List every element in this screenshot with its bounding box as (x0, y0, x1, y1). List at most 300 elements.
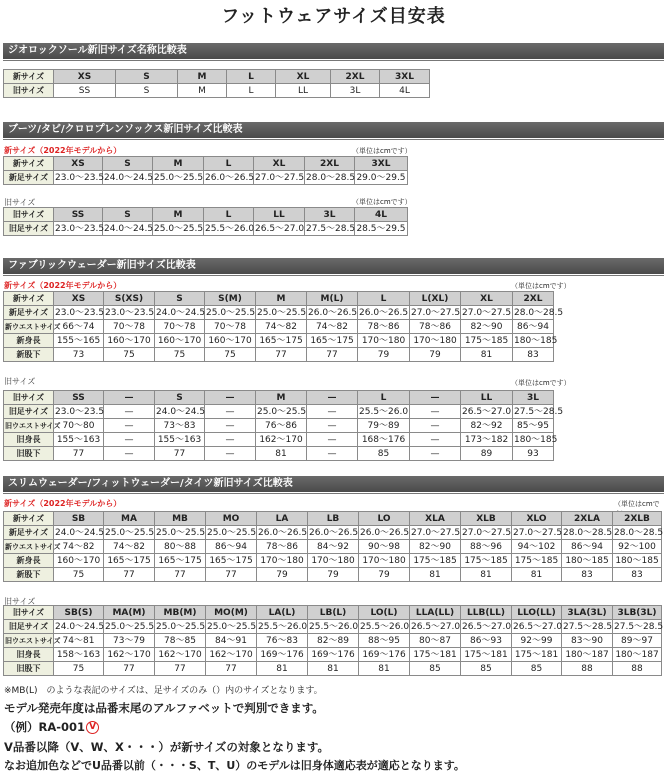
table-cell: 28.5～29.5 (356, 223, 406, 234)
table-row (4, 526, 662, 540)
table-cell: 165～175 (104, 554, 155, 568)
fabric-unit-note-new: （単位はcmです） (511, 282, 571, 290)
table-cell: 23.0～23.5 (55, 223, 105, 234)
table-cell: 175～181 (512, 648, 562, 662)
table-cell: 25.0～25.5 (207, 621, 257, 632)
table-cell: 76～86 (256, 419, 307, 433)
table-cell: 27.5～28.5 (306, 223, 356, 234)
table-cell: 27.0～27.5 (411, 307, 461, 318)
page-title: フットウェアサイズ目安表 (221, 6, 446, 27)
fabric-new-size-table (3, 291, 564, 362)
table-cell: 170～180 (358, 334, 410, 348)
table-cell: 89 (461, 447, 513, 461)
table-cell: 2XL (513, 292, 554, 306)
table-cell: 25.5～26.0 (309, 621, 359, 632)
table-cell: 70～78 (155, 320, 205, 334)
table-cell: LO (359, 512, 410, 526)
table-cell: 25.5～26.0 (258, 621, 308, 632)
table-cell: 155～163 (54, 433, 104, 447)
table-cell: LLO(LL) (512, 606, 562, 620)
table-cell: 2XL (305, 157, 355, 171)
table-cell: — (205, 391, 256, 405)
table-cell: 160～170 (205, 334, 256, 348)
table-cell: 27.0～27.5 (411, 527, 461, 538)
table-cell: 73～79 (104, 634, 155, 648)
table-cell: 3L (305, 208, 355, 222)
table-cell: 77 (104, 568, 155, 582)
row-label: 旧股下 (4, 662, 54, 676)
table-cell: 25.0～25.5 (154, 172, 204, 183)
table-cell: LL (276, 84, 331, 98)
table-cell: L (358, 391, 410, 405)
table-cell: — (104, 447, 155, 461)
table-cell: 77 (206, 568, 257, 582)
table-cell: 81 (410, 568, 461, 582)
table-cell: 25.0～25.5 (154, 223, 204, 234)
table-cell: — (205, 433, 256, 447)
row-label: 新サイズ (4, 512, 54, 526)
table-cell: 25.0～25.5 (156, 621, 206, 632)
table-cell: S(M) (205, 292, 256, 306)
table-cell: MA(M) (104, 606, 155, 620)
table-cell: 24.0～24.5 (55, 527, 105, 538)
table-cell: 85 (461, 662, 512, 676)
table-cell: 180～185 (613, 554, 662, 568)
size-header-row (4, 391, 554, 405)
table-cell: 175～185 (461, 554, 512, 568)
table-cell: 165～175 (307, 334, 358, 348)
table-row (4, 84, 430, 98)
table-cell: 175～185 (410, 554, 461, 568)
table-cell: XS (54, 70, 116, 84)
table-cell: MO (206, 512, 257, 526)
table-cell: 77 (104, 662, 155, 676)
table-cell: 83 (613, 568, 662, 582)
table-cell: LA (257, 512, 308, 526)
table-cell: 169～176 (359, 648, 410, 662)
row-label: 新足サイズ (4, 526, 54, 540)
table-cell: 24.0～24.5 (55, 621, 105, 632)
table-cell: MB (155, 512, 206, 526)
table-cell: 77 (206, 662, 257, 676)
table-cell: SS (54, 84, 116, 98)
table-cell: 25.0～25.5 (156, 527, 206, 538)
table-cell: 89～97 (613, 634, 662, 648)
table-cell: 82～92 (461, 419, 513, 433)
table-cell: 25.0～25.5 (257, 307, 307, 318)
table-cell: 78～86 (257, 540, 308, 554)
table-row (4, 433, 554, 447)
boots-unit-note-old: （単位はcmです） (352, 198, 412, 206)
table-cell: 180～187 (562, 648, 613, 662)
table-row (4, 306, 554, 320)
table-cell: 77 (155, 662, 206, 676)
size-header-row (4, 606, 662, 620)
table-cell: 25.0～25.5 (207, 527, 257, 538)
table-cell: 173～182 (461, 433, 513, 447)
table-cell: 83 (513, 348, 554, 362)
table-cell: 90～98 (359, 540, 410, 554)
table-cell: 155～163 (155, 433, 205, 447)
table-cell: 84～92 (308, 540, 359, 554)
table-cell: — (410, 405, 461, 419)
table-cell: 25.0～25.5 (105, 621, 155, 632)
table-cell: 77 (307, 348, 358, 362)
row-label: 新身長 (4, 554, 54, 568)
slim-new-size-table (3, 511, 662, 582)
table-cell: SS (54, 208, 103, 222)
table-cell: 81 (461, 348, 513, 362)
table-cell: — (104, 419, 155, 433)
table-cell: — (307, 419, 358, 433)
table-cell: — (410, 419, 461, 433)
table-cell: 2XL (331, 70, 380, 84)
table-cell: 25.0～25.5 (257, 406, 307, 417)
table-cell: 175～185 (461, 334, 513, 348)
table-cell: S (103, 157, 153, 171)
table-cell: S (116, 70, 178, 84)
row-label: 旧股下 (4, 447, 54, 461)
section-header-fabric-wader: ファブリックウェーダー新旧サイズ比較表 (3, 258, 664, 274)
table-cell: 25.0～25.5 (206, 307, 256, 318)
table-cell: 86～94 (562, 540, 613, 554)
table-cell: 3XL (380, 70, 430, 84)
table-row (4, 447, 554, 461)
table-cell: 28.0～28.5 (563, 527, 613, 538)
size-header-row (4, 292, 554, 306)
table-cell: 25.5～26.0 (359, 406, 409, 417)
table-cell: 26.5～27.0 (462, 406, 512, 417)
table-cell: L (204, 208, 254, 222)
table-cell: 80～88 (155, 540, 206, 554)
table-cell: 26.0～26.5 (308, 307, 358, 318)
table-cell: 86～93 (461, 634, 512, 648)
table-row (4, 320, 554, 334)
table-cell: 25.5～26.0 (205, 223, 255, 234)
table-cell: 81 (359, 662, 410, 676)
table-cell: — (307, 391, 358, 405)
table-cell: M (153, 157, 204, 171)
boots-old-size-label: 旧サイズ (4, 198, 36, 207)
table-cell: 75 (205, 348, 256, 362)
table-cell: 23.0～23.5 (55, 307, 105, 318)
table-cell: 180～185 (514, 434, 558, 445)
table-cell: 24.0～24.5 (156, 406, 206, 417)
table-cell: 70～80 (54, 419, 104, 433)
table-cell: 24.0～24.5 (156, 307, 206, 318)
table-cell: — (205, 447, 256, 461)
new-size-target-note: V品番以降（V、W、X・・・）が新サイズの対象となります。 (4, 740, 330, 754)
table-cell: 23.0～23.5 (55, 406, 105, 417)
table-cell: 27.0～27.5 (255, 172, 305, 183)
row-label: 旧サイズ (4, 391, 54, 405)
boots-new-size-table (3, 156, 408, 185)
example-model-code (4, 719, 99, 735)
row-label: 新足サイズ (4, 171, 54, 185)
table-cell: 3LB(3L) (613, 606, 662, 620)
table-cell: 25.5～26.0 (360, 621, 410, 632)
row-label: 新股下 (4, 348, 54, 362)
table-cell: LB(L) (308, 606, 359, 620)
table-cell: 79 (359, 568, 410, 582)
table-cell: 85 (358, 447, 410, 461)
section-header-slim-wader: スリムウェーダー/フィットウェーダー/タイツ新旧サイズ比較表 (3, 476, 664, 492)
slim-old-size-table (3, 605, 662, 676)
table-cell: L (227, 84, 276, 98)
table-cell: 82～90 (461, 320, 513, 334)
table-cell: 23.0～23.5 (105, 307, 155, 318)
table-cell: 180～185 (562, 554, 613, 568)
row-label: 旧サイズ (4, 606, 54, 620)
table-cell: M (153, 208, 204, 222)
table-row (4, 348, 554, 362)
table-cell: 74～82 (256, 320, 307, 334)
size-header-row (4, 157, 408, 171)
table-cell: 73～83 (155, 419, 205, 433)
slim-unit-note-new: （単位はcmで (614, 500, 660, 508)
table-cell: LB (308, 512, 359, 526)
table-row (4, 334, 554, 348)
table-cell: 75 (54, 662, 104, 676)
table-cell: — (410, 447, 461, 461)
table-cell: 73 (54, 348, 104, 362)
boots-old-size-table (3, 207, 408, 236)
table-cell: 160～170 (104, 334, 155, 348)
table-cell: M (256, 292, 307, 306)
table-cell: 66～74 (54, 320, 104, 334)
table-cell: 79 (308, 568, 359, 582)
table-cell: — (205, 405, 256, 419)
row-label: 旧足サイズ (4, 222, 54, 236)
table-cell: 79 (358, 348, 410, 362)
table-cell: 4L (380, 84, 430, 98)
table-cell: SB(S) (54, 606, 104, 620)
table-cell: LLA(LL) (410, 606, 461, 620)
table-cell: — (410, 391, 461, 405)
table-cell: 76～83 (257, 634, 308, 648)
table-cell: 29.0～29.5 (356, 172, 406, 183)
table-cell: 165～175 (206, 554, 257, 568)
table-cell: 3LA(3L) (562, 606, 613, 620)
row-label: 新ウエストサイズ (4, 320, 54, 334)
row-label: 新身長 (4, 334, 54, 348)
table-cell: 26.0～26.5 (360, 527, 410, 538)
table-cell: 169～176 (308, 648, 359, 662)
table-cell: 81 (461, 568, 512, 582)
table-cell: 26.5～27.0 (462, 621, 512, 632)
table-cell: LLB(LL) (461, 606, 512, 620)
row-label: 旧ウエストサイズ (4, 634, 54, 648)
table-cell: L (358, 292, 410, 306)
table-cell: 26.5～27.0 (255, 223, 305, 234)
table-cell: MB(M) (155, 606, 206, 620)
table-cell: 26.0～26.5 (205, 172, 255, 183)
geolock-size-table (3, 69, 430, 98)
table-cell: — (410, 433, 461, 447)
table-cell: L(XL) (410, 292, 461, 306)
size-header-row (4, 70, 430, 84)
table-cell: XLB (461, 512, 512, 526)
table-cell: 75 (155, 348, 205, 362)
table-cell: 23.0～23.5 (55, 172, 105, 183)
row-label: 旧身長 (4, 433, 54, 447)
table-cell: SS (54, 391, 104, 405)
row-label: 旧サイズ (4, 208, 54, 222)
table-cell: — (205, 419, 256, 433)
table-cell: 26.0～26.5 (258, 527, 308, 538)
table-cell: 88 (562, 662, 613, 676)
table-cell: 27.0～27.5 (462, 527, 512, 538)
table-cell: M (178, 70, 227, 84)
table-cell: 83 (562, 568, 613, 582)
table-row (4, 634, 662, 648)
table-row (4, 568, 662, 582)
table-cell: 26.0～26.5 (309, 527, 359, 538)
table-cell: 28.0～28.5 (514, 307, 564, 318)
table-cell: 88～96 (461, 540, 512, 554)
table-cell: — (104, 405, 155, 419)
table-cell: — (104, 433, 155, 447)
table-cell: S(XS) (104, 292, 155, 306)
table-row (4, 662, 662, 676)
table-cell: 2XLA (562, 512, 613, 526)
row-label: 新サイズ (4, 70, 54, 84)
table-cell: 81 (512, 568, 562, 582)
table-cell: M(L) (307, 292, 358, 306)
table-cell: 74～82 (307, 320, 358, 334)
table-cell: 92～99 (512, 634, 562, 648)
row-label: 旧身長 (4, 648, 54, 662)
table-cell: M (178, 84, 227, 98)
table-cell: 79 (410, 348, 461, 362)
table-cell: 84～91 (206, 634, 257, 648)
slim-new-size-label: 新サイズ（2022年モデルから） (4, 499, 122, 508)
table-cell: 74～81 (54, 634, 104, 648)
table-cell: 77 (54, 447, 104, 461)
table-cell: — (307, 405, 358, 419)
table-row (4, 554, 662, 568)
fabric-unit-note-old: （単位はcmです） (511, 379, 571, 387)
table-cell: 81 (257, 662, 308, 676)
row-label: 旧足サイズ (4, 405, 54, 419)
table-row (4, 620, 662, 634)
table-cell: — (307, 433, 358, 447)
table-cell: 3L (331, 84, 380, 98)
table-cell: 27.5～28.5 (514, 406, 564, 417)
table-cell: 162～170 (256, 433, 307, 447)
table-cell: XLA (410, 512, 461, 526)
circled-letter-v: V (86, 721, 99, 734)
table-cell: 3XL (355, 157, 408, 171)
table-cell: 81 (256, 447, 307, 461)
table-cell: 92～100 (613, 540, 662, 554)
table-row (4, 405, 554, 419)
table-cell: 82～89 (308, 634, 359, 648)
table-cell: 4L (355, 208, 408, 222)
size-header-row (4, 208, 408, 222)
table-cell: 93 (513, 447, 554, 461)
table-cell: — (104, 391, 155, 405)
table-cell: 170～180 (410, 334, 461, 348)
section-header-geolock: ジオロックソール新旧サイズ名称比較表 (3, 43, 664, 59)
table-cell: 28.0～28.5 (306, 172, 356, 183)
table-cell: 85 (410, 662, 461, 676)
row-label: 旧足サイズ (4, 620, 54, 634)
table-cell: LO(L) (359, 606, 410, 620)
fabric-old-size-table (3, 390, 564, 461)
fabric-new-size-label: 新サイズ（2022年モデルから） (4, 281, 122, 290)
table-cell: 88 (613, 662, 662, 676)
size-header-row (4, 512, 662, 526)
table-cell: S (155, 391, 205, 405)
table-cell: 26.5～27.0 (411, 621, 461, 632)
row-label: 新足サイズ (4, 306, 54, 320)
table-cell: 180～185 (514, 335, 558, 346)
table-row (4, 419, 554, 433)
table-cell: S (155, 292, 205, 306)
table-cell: LL (254, 208, 305, 222)
table-cell: 170～180 (257, 554, 308, 568)
table-cell: LL (461, 391, 513, 405)
table-cell: M (256, 391, 307, 405)
table-cell: 85～95 (513, 419, 554, 433)
table-cell: XS (54, 292, 104, 306)
table-cell: 70～78 (104, 320, 155, 334)
table-cell: MA (104, 512, 155, 526)
table-cell: 79 (257, 568, 308, 582)
table-cell: 26.5～27.0 (513, 621, 563, 632)
table-cell: 78～86 (410, 320, 461, 334)
table-cell: 160～170 (54, 554, 104, 568)
table-cell: 158～163 (54, 648, 104, 662)
table-cell: 28.0～28.5 (614, 527, 664, 538)
table-cell: 81 (308, 662, 359, 676)
table-cell: 162～170 (206, 648, 257, 662)
table-cell: 25.0～25.5 (105, 527, 155, 538)
table-cell: 26.0～26.5 (359, 307, 409, 318)
table-cell: LA(L) (257, 606, 308, 620)
row-label: 新サイズ (4, 292, 54, 306)
table-cell: 27.5～28.5 (614, 621, 664, 632)
table-cell: 175～181 (461, 648, 512, 662)
table-cell: XS (54, 157, 103, 171)
table-cell: 3L (513, 391, 554, 405)
table-cell: 77 (155, 568, 206, 582)
table-cell: 79～89 (358, 419, 410, 433)
table-cell: 27.5～28.5 (563, 621, 613, 632)
table-cell: 94～102 (512, 540, 562, 554)
table-cell: 169～176 (257, 648, 308, 662)
table-cell: XLO (512, 512, 562, 526)
table-cell: 162～170 (155, 648, 206, 662)
table-cell: S (116, 84, 178, 98)
table-cell: 170～180 (359, 554, 410, 568)
table-cell: 180～187 (613, 648, 662, 662)
table-cell: 80～87 (410, 634, 461, 648)
size-notation-note: ※MB(L) のような表記のサイズは、足サイズのみ（）内のサイズとなります。 (4, 686, 323, 696)
table-cell: L (204, 157, 254, 171)
table-cell: 2XLB (613, 512, 662, 526)
row-label: 新股下 (4, 568, 54, 582)
table-cell: 27.0～27.5 (462, 307, 512, 318)
table-cell: 75 (104, 348, 155, 362)
table-cell: 155～165 (54, 334, 104, 348)
row-label: 新サイズ (4, 157, 54, 171)
table-cell: 170～180 (308, 554, 359, 568)
table-cell: 88～95 (359, 634, 410, 648)
table-cell: 162～170 (104, 648, 155, 662)
table-row (4, 540, 662, 554)
